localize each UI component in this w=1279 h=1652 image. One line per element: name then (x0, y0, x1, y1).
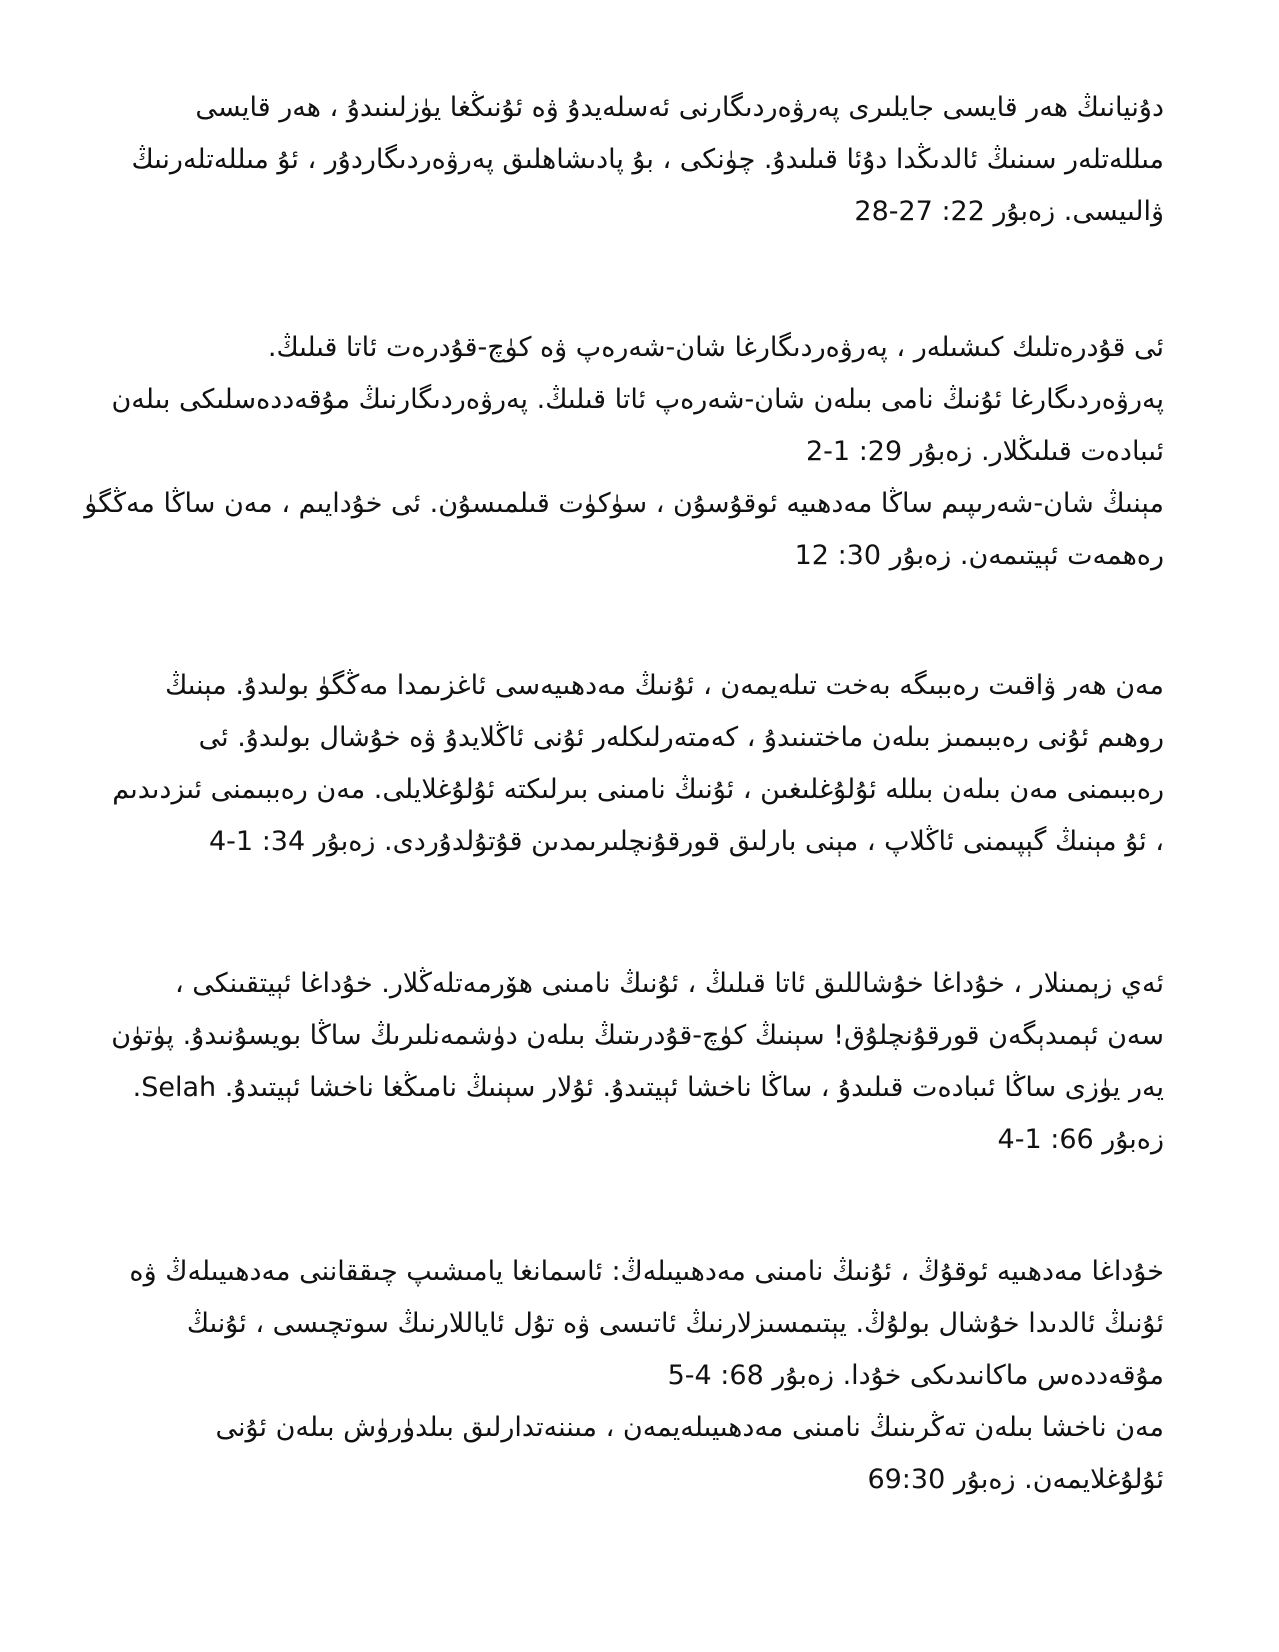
text-line: روھىم ئۇنى رەببىمىز بىلەن ماختىنىدۇ ، كەمتەرلىكلەر ئۇنى ئاڭلايدۇ ۋە خۇشال بولىدۇ. ئى (198, 722, 1164, 753)
text-line: مۇقەددەس ماكانىدىكى خۇدا. زەبۇر 68: 4-5 (667, 1360, 1164, 1391)
text-line: مىللەتلەر سىنىڭ ئالدىڭدا دۇئا قىلىدۇ. چۈنكى ، بۇ پادىشاھلىق پەرۋەردىگاردۇر ، ئۇ مىللەتلەرنىڭ (131, 144, 1164, 175)
text-line: ۋالىيسى. زەبۇر 22: 27-28 (854, 196, 1164, 227)
text-line: ئى قۇدرەتلىك كىشىلەر ، پەرۋەردىگارغا شان-شەرەپ ۋە كۈچ-قۇدرەت ئاتا قىلىڭ. (267, 332, 1164, 363)
text-line: زەبۇر 66: 1-4 (997, 1124, 1164, 1155)
text-line: ئۇلۇغلايمەن. زەبۇر 69:30 (867, 1464, 1164, 1495)
text-line: رەھمەت ئېيتىمەن. زەبۇر 30: 12 (794, 540, 1164, 571)
paragraph-psalm-34 (95, 660, 1164, 868)
paragraph-psalm-22 (95, 82, 1164, 238)
text-line: مېنىڭ شان-شەرىپىم ساڭا مەدھىيە ئوقۇسۇن ، سۈكۈت قىلمىسۇن. ئى خۇدايىم ، مەن ساڭا مەڭگۈ (84, 488, 1164, 519)
text-line: پەرۋەردىگارغا ئۇنىڭ نامى بىلەن شان-شەرەپ ئاتا قىلىڭ. پەرۋەردىگارنىڭ مۇقەددەسلىكى بىلەن (111, 384, 1164, 415)
text-line: رەببىمنى مەن بىلەن بىللە ئۇلۇغلىغىن ، ئۇنىڭ نامىنى بىرلىكتە ئۇلۇغلايلى. مەن رەببىمنى ئىزدىدىم (112, 774, 1164, 805)
text-line: سەن ئېمىدېگەن قورقۇنچلۇق! سېنىڭ كۈچ-قۇدرىتىڭ بىلەن دۈشمەنلىرىڭ ساڭا بويسۇنىدۇ. پۈتۈن (111, 1020, 1164, 1051)
text-line: ئىبادەت قىلىڭلار. زەبۇر 29: 1-2 (805, 436, 1164, 467)
text-line: دۇنيانىڭ ھەر قايسى جايلىرى پەرۋەردىگارنى ئەسلەيدۇ ۋە ئۇنىڭغا يۈزلىنىدۇ ، ھەر قايسى (195, 92, 1164, 123)
text-line: مەن ناخشا بىلەن تەڭرىنىڭ نامىنى مەدھىيىلەيمەن ، مىننەتدارلىق بىلدۈرۈش بىلەن ئۇنى (215, 1412, 1164, 1443)
paragraph-psalm-66 (95, 958, 1164, 1166)
text-line: ئۇنىڭ ئالدىدا خۇشال بولۇڭ. يېتىمسىزلارنىڭ ئاتىسى ۋە تۇل ئاياللارنىڭ سوتچىسى ، ئۇنىڭ (186, 1308, 1164, 1339)
paragraph-psalm-29-30 (84, 322, 1164, 582)
text-line: ئەي زېمىنلار ، خۇداغا خۇشاللىق ئاتا قىلىڭ ، ئۇنىڭ نامىنى ھۆرمەتلەڭلار. خۇداغا ئېيتقىنكى ، (174, 968, 1164, 999)
text-line: مەن ھەر ۋاقىت رەببىگە بەخت تىلەيمەن ، ئۇنىڭ مەدھىيەسى ئاغزىمدا مەڭگۈ بولىدۇ. مېنىڭ (165, 670, 1164, 701)
paragraph-psalm-68-69 (95, 1246, 1164, 1506)
text-line: خۇداغا مەدھىيە ئوقۇڭ ، ئۇنىڭ نامىنى مەدھىيىلەڭ: ئاسمانغا يامىشىپ چىققاننى مەدھىيىلەڭ ۋە (129, 1256, 1164, 1287)
text-line: ، ئۇ مېنىڭ گېپىمنى ئاڭلاپ ، مېنى بارلىق قورقۇنچلىرىمدىن قۇتۇلدۇردى. زەبۇر 34: 1-4 (208, 826, 1164, 857)
text-line: يەر يۈزى ساڭا ئىبادەت قىلىدۇ ، ساڭا ناخشا ئېيتىدۇ. ئۇلار سېنىڭ نامىڭغا ناخشا ئېيتىدۇ. Selah. (132, 1072, 1164, 1103)
